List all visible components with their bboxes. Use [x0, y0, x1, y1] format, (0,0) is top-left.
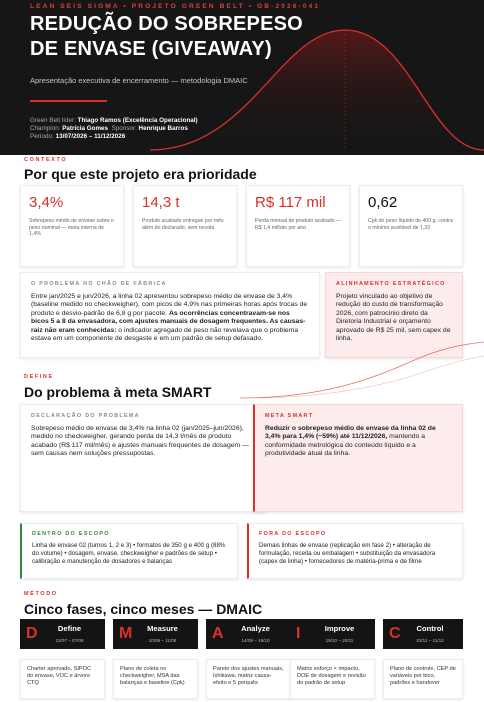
phase-letter: I	[296, 625, 301, 642]
phase-dates: 23/11 – 11/12	[416, 638, 444, 643]
decorative-curve	[240, 340, 484, 400]
phase-name: Improve	[324, 624, 355, 633]
smart-label: META SMART	[265, 413, 314, 419]
period-label: Período:	[30, 133, 54, 140]
define-title: Do problema à meta SMART	[24, 384, 212, 400]
green-belt-label: Green Belt líder:	[30, 117, 76, 124]
phase-name: Measure	[147, 624, 178, 633]
phase-dates: 14/09 – 16/10	[241, 638, 270, 643]
hero-banner	[0, 0, 484, 155]
phase-letter: A	[212, 625, 224, 642]
out-scope-card	[247, 523, 463, 579]
kpi-value: 3,4%	[29, 194, 64, 211]
kpi-card-cpk	[359, 185, 463, 267]
phase-letter: M	[119, 625, 133, 642]
define-kicker: DEFINE	[24, 374, 54, 380]
page-title	[30, 12, 303, 62]
phase-improve	[290, 619, 375, 649]
smart-text: Reduzir o sobrepeso médio de envase da linha 02 de 3,4% para 1,4% (−59%) até 11/12/2026, mantendo a conformidade metrológica do conteúdo líquido e a produtividade atual da linha.	[265, 425, 436, 458]
alignment-text: Projeto vinculado ao objetivo de redução do custo de transformação 2026, com patrocínio direto da Diretoria Industrial e orçamento aprovado de R$ 25 mil, sem capex de linha.	[336, 293, 451, 343]
phase-analyze-desc: Pareto dos ajustes manuais, Ishikawa, matriz causa-efeito e 5 porquês	[206, 659, 291, 699]
phase-analyze	[206, 619, 291, 649]
in-scope-card	[20, 523, 238, 579]
in-scope-label: DENTRO DO ESCOPO	[32, 531, 110, 537]
phase-name: Control	[416, 624, 444, 633]
out-scope-label: FORA DO ESCOPO	[259, 531, 327, 537]
kpi-card-loss	[246, 185, 350, 267]
phase-letter: C	[389, 625, 401, 642]
kpi-value: R$ 117 mil	[255, 194, 326, 211]
phase-dates: 19/10 – 20/11	[325, 638, 354, 643]
kpi-value: 0,62	[368, 194, 398, 211]
kpi-card-tonnage	[133, 185, 237, 267]
method-kicker: MÉTODO	[24, 591, 58, 597]
phase-define	[20, 619, 105, 649]
phase-improve-desc: Matriz esforço × impacto, DOE de dosagem e revisão do padrão de setup	[290, 659, 375, 699]
hero-divider	[30, 100, 107, 102]
phase-dates: 13/07 – 07/08	[55, 638, 84, 643]
context-title: Por que este projeto era prioridade	[24, 166, 257, 182]
phase-letter: D	[26, 625, 38, 642]
period-value: 13/07/2026 – 11/12/2026	[55, 133, 126, 140]
phase-control	[383, 619, 463, 649]
hero-kicker: LEAN SEIS SIGMA • PROJETO GREEN BELT • GB-2026-041	[30, 3, 321, 10]
green-belt-value: Thiago Ramos (Excelência Operacional)	[77, 117, 198, 124]
smart-goal-card	[253, 404, 463, 512]
kpi-desc: Perda mensal de produto acabado — R$ 1,4 milhão por ano	[255, 218, 342, 231]
champion-value: Patrícia Gomes	[62, 125, 109, 132]
kpi-card-overfill	[20, 185, 124, 267]
title-line-1: REDUÇÃO DO SOBREPESO	[30, 13, 303, 35]
kpi-value: 14,3 t	[142, 194, 180, 211]
sponsor-label: Sponsor:	[111, 125, 137, 132]
phase-dates: 10/08 – 11/09	[148, 638, 177, 643]
context-kicker: CONTEXTO	[24, 157, 68, 163]
phase-name: Analyze	[241, 624, 270, 633]
statement-text: Sobrepeso médio de envase de 3,4% na linha 02 (jan/2025–jun/2026), medido no checkweigher, gerando perda de 14,3 t/mês de produto acabado (R$ 117 mil/mês) e ajustes manuais frequentes de dosagem — sem causas nem soluções pressupostas.	[31, 425, 249, 458]
kpi-desc: Produto acabado entregue por mês além do declarado, sem receita	[142, 218, 224, 231]
sponsor-value: Henrique Barros	[138, 125, 188, 132]
problem-text: Entre jan/2025 e jun/2026, a linha 02 apresentou sobrepeso médio de envase de 3,4% (baseline medido no checkweigher), com picos de 4,9% nas primeiras horas após trocas de produto e desvio-padrão de 6,8 g por pacote. As ocorrências concentravam-se nos bicos 5 a 8 da envasadora, com ajustes manuais de dosagem frequentes. As causas-raiz não eram conhecidas: o indicador agregado de peso não revelava que o problema estava em um componente de desgaste e em um padrão de setup defasado.	[31, 293, 308, 343]
hero-subtitle: Apresentação executiva de encerramento — metodologia DMAIC	[30, 76, 248, 85]
statement-label: DECLARAÇÃO DO PROBLEMA	[31, 413, 140, 419]
problem-statement-card	[20, 404, 266, 512]
phase-define-desc: Charter aprovado, SIPOC do envase, VOC e árvore CTQ	[20, 659, 105, 699]
kpi-desc: Sobrepeso médio de envase sobre o peso nominal — meta interna de 1,4%	[29, 218, 114, 238]
phase-measure-desc: Plano de coleta no checkweigher, MSA das balanças e baseline (Cpk)	[113, 659, 198, 699]
phase-control-desc: Plano de controle, CEP de variáveis por bico, padrões e handover	[383, 659, 463, 699]
method-title: Cinco fases, cinco meses — DMAIC	[24, 601, 263, 617]
champion-label: Champion:	[30, 125, 61, 132]
project-meta	[30, 117, 198, 141]
title-line-2: DE ENVASE (GIVEAWAY)	[30, 38, 272, 60]
phase-measure	[113, 619, 198, 649]
problem-label: O PROBLEMA NO CHÃO DE FÁBRICA	[31, 281, 167, 287]
out-scope-text: Demais linhas de envase (replicação em fase 2) • alteração de formulação, receita ou embalagem • substituição da envasadora (capex de linha) • fornecedores de matéria-prima e de filme	[259, 542, 436, 565]
phase-name: Define	[57, 624, 82, 633]
kpi-desc: Cpk do peso líquido de 400 g, contra o mínimo aceitável de 1,33	[368, 218, 453, 231]
in-scope-text: Linha de envase 02 (turnos 1, 2 e 3) • formatos de 350 g e 400 g (88% do volume) • dosagem, envase, checkweigher e padrões de setup • calibração e manutenção de dosadores e balanças	[32, 542, 226, 565]
alignment-label: ALINHAMENTO ESTRATÉGICO	[336, 281, 446, 287]
